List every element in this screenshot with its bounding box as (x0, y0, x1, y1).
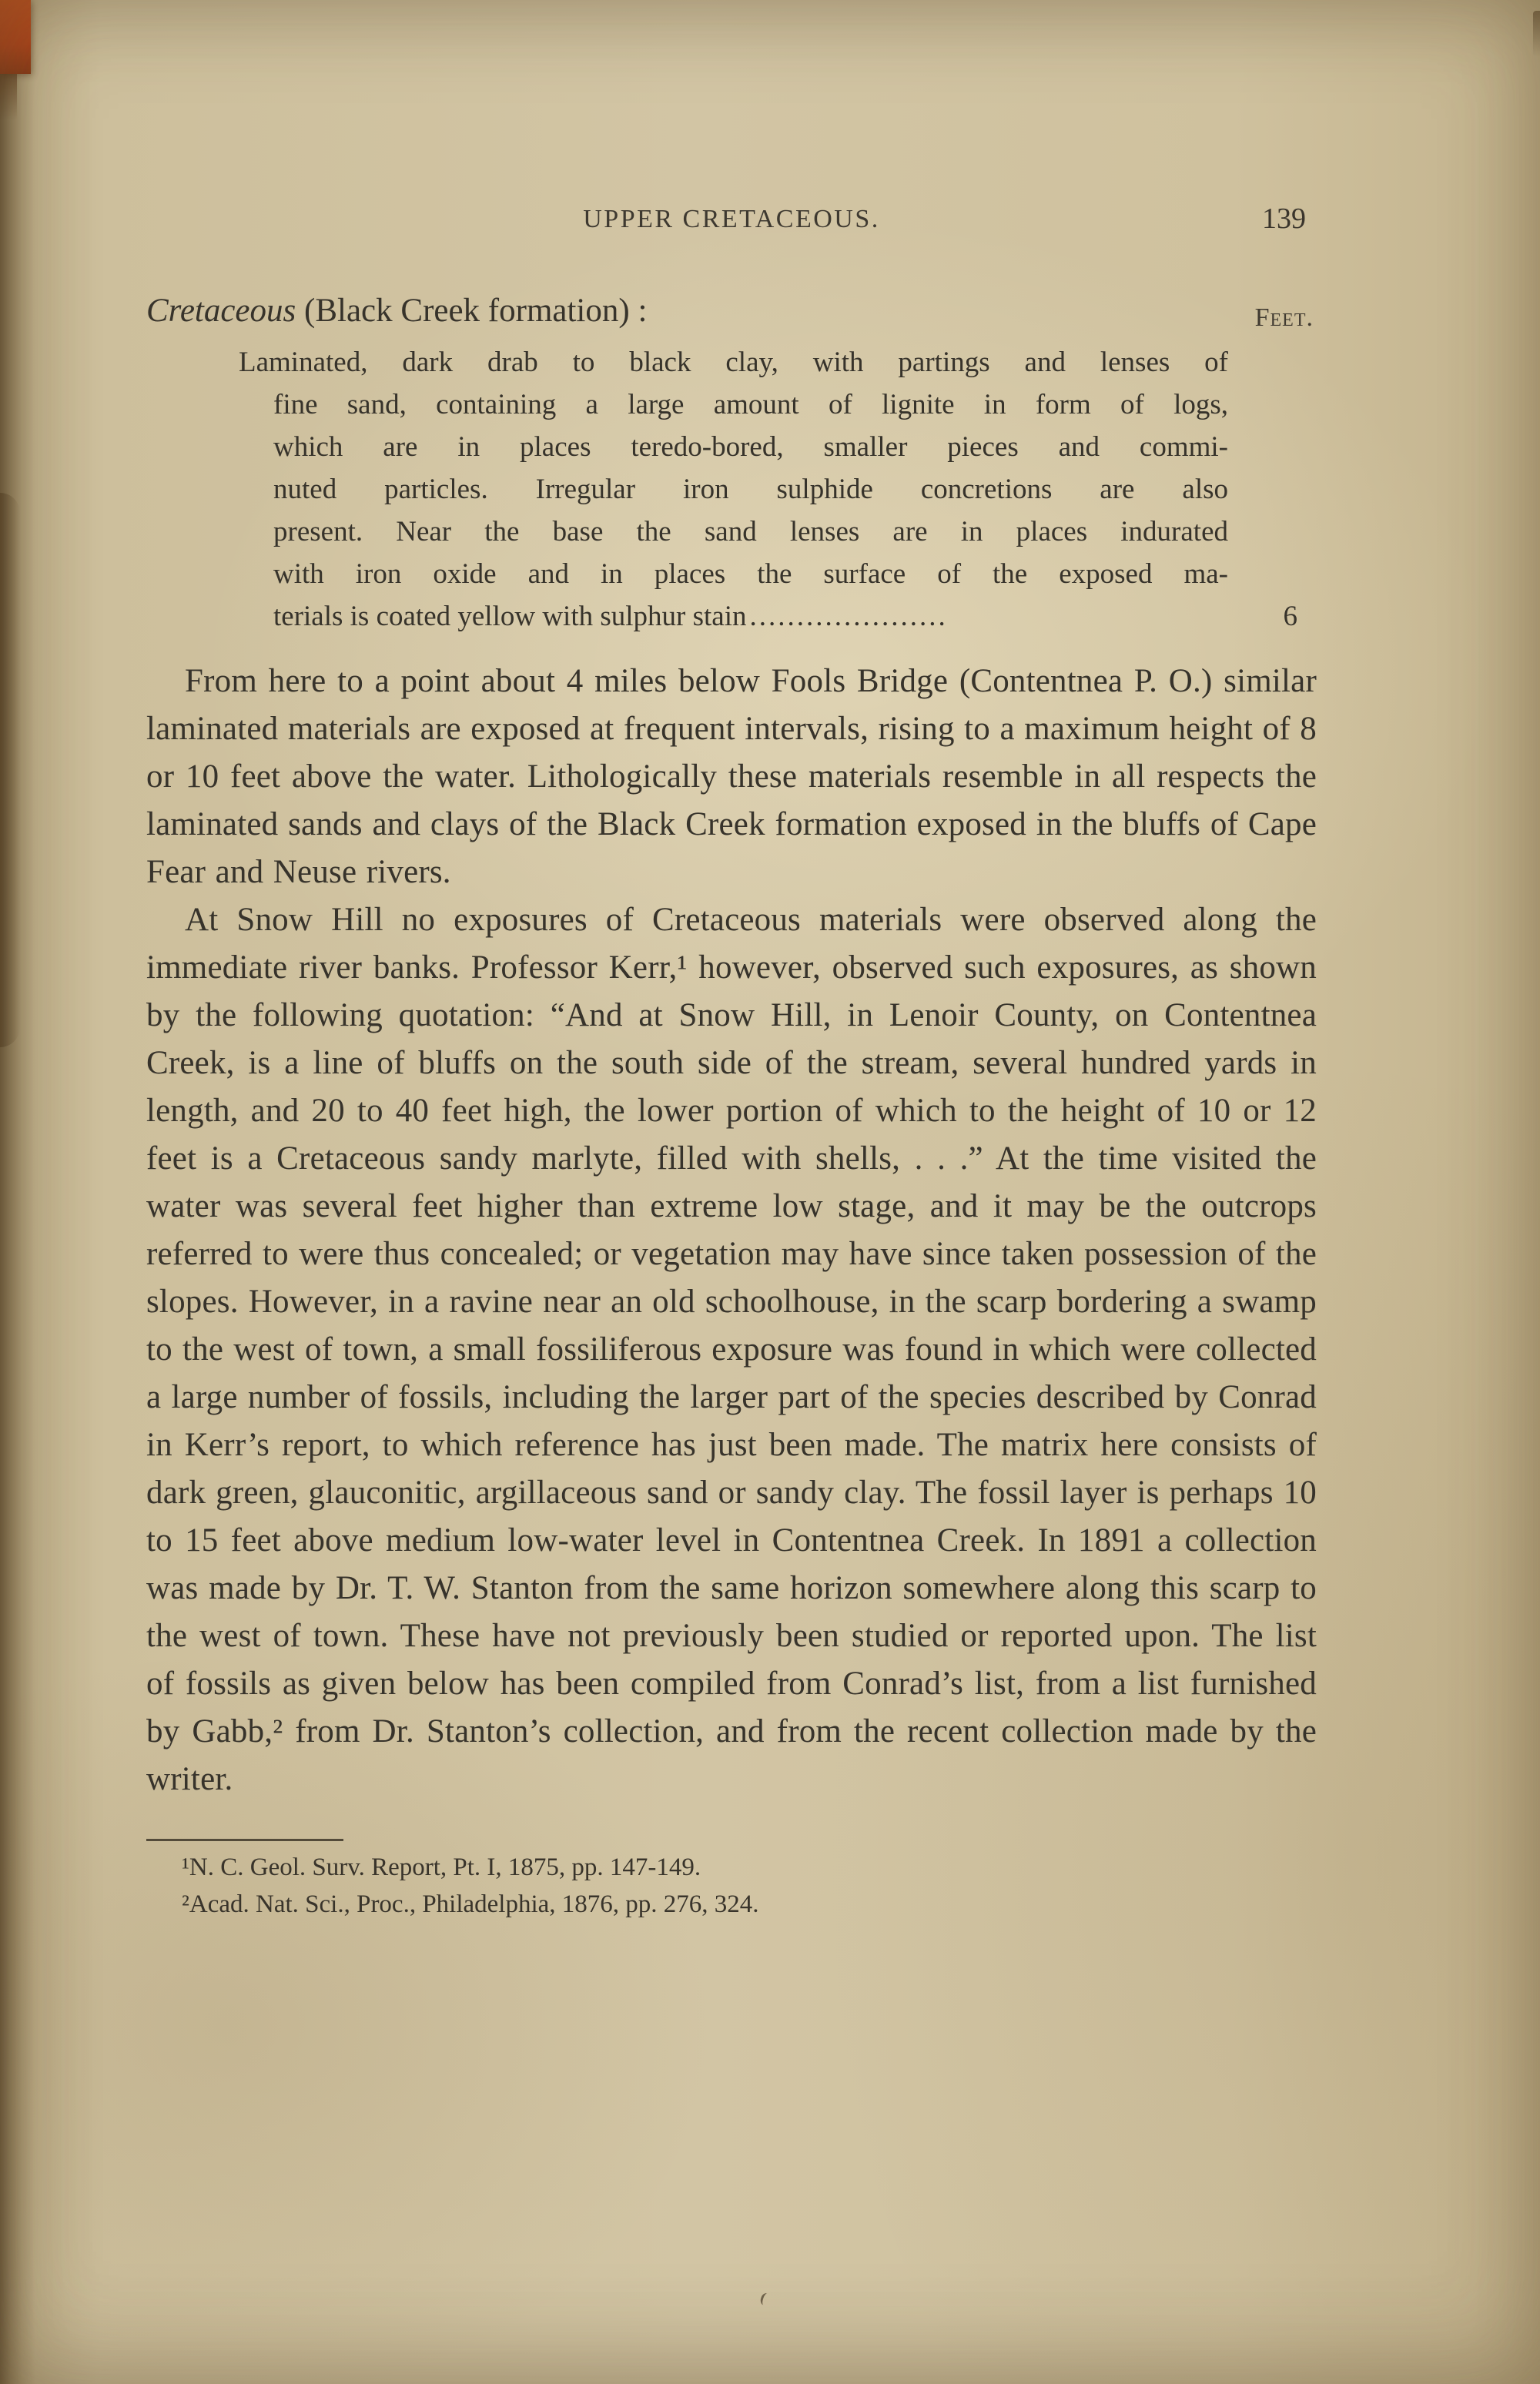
footnote-1: ¹N. C. Geol. Surv. Report, Pt. I, 1875, pp. 147-149. (182, 1853, 701, 1881)
running-title: UPPER CRETACEOUS. (583, 205, 880, 233)
binding-corner-mark (0, 0, 31, 74)
feet-column-label: Feet. (1254, 303, 1314, 332)
strat-description-block (239, 341, 1317, 638)
strat-last-line (273, 595, 1297, 638)
footnote-2: ²Acad. Nat. Sci., Proc., Philadelphia, 1876, pp. 276, 324. (182, 1890, 759, 1918)
strat-line: with iron oxide and in places the surface of the exposed ma- (273, 558, 1228, 590)
paragraph-1: From here to a point about 4 miles below Fools Bridge (Contentnea P. O.) similar laminated materials are exposed at frequent intervals, rising to a maximum height of 8 or 10 feet above the water. Lithologically these materials resemble in all respects the laminated sands and clays of the Black Creek formation exposed in the bluffs of Cape Fear and Neuse rivers. (146, 663, 1317, 890)
strat-line: Laminated, dark drab to black clay, with partings and lenses of (239, 347, 1228, 378)
binding-corner-shadow (0, 74, 17, 120)
page-left-edge-blotch (0, 493, 20, 1047)
strat-line: present. Near the base the sand lenses are in places indurated (273, 516, 1228, 547)
page-right-edge-mark (1533, 11, 1540, 57)
strat-line: fine sand, containing a large amount of lignite in form of logs, (273, 389, 1228, 420)
formation-heading (146, 291, 647, 331)
page-left-edge-shadow (0, 0, 35, 2384)
dot-leaders: ..................... (749, 601, 948, 632)
section-lead-row (146, 291, 1317, 333)
feet-value: 6 (1283, 601, 1297, 632)
formation-name: Cretaceous (146, 293, 296, 329)
footnote-rule (146, 1839, 343, 1841)
strat-line: nuted particles. Irregular iron sulphide concretions are also (273, 474, 1228, 505)
strat-last-text: terials is coated yellow with sulphur stain (273, 601, 747, 632)
paper-speck (759, 2292, 772, 2307)
page-number: 139 (1262, 203, 1306, 235)
formation-heading-rest: (Black Creek formation) : (296, 293, 648, 329)
page-content (146, 0, 1317, 1920)
running-head (146, 205, 1317, 240)
strat-line: which are in places teredo-bored, smaller pieces and commi- (273, 431, 1228, 463)
paragraph-2: At Snow Hill no exposures of Cretaceous materials were observed along the immediate river banks. Professor Kerr,¹ however, observed such exposures, as shown by the following quotation: “And at Snow Hill, in Lenoir County, on Contentnea Creek, is a line of bluffs on the south side of the stream, several hundred yards in length, and 20 to 40 feet high, the lower portion of which to the height of 10 or 12 feet is a Cretaceous sandy marlyte, filled with shells, . . .” At the time visited the water was several feet higher than extreme low stage, and it may be the outcrops referred to were thus concealed; or vegetation may have since taken possession of the slopes. However, in a ravine near an old schoolhouse, in the scarp bordering a swamp to the west of town, a small fossiliferous exposure was found in which were collected a large number of fossils, including the larger part of the species described by Conrad in Kerr’s report, to which reference has just been made. The matrix here consists of dark green, glauconitic, argillaceous sand or sandy clay. The fossil layer is perhaps 10 to 15 feet above medium low-water level in Contentnea Creek. In 1891 a collection was made by Dr. T. W. Stanton from the same horizon somewhere along this scarp to the west of town. These have not previously been studied or reported upon. The list of fossils as given below has been compiled from Conrad’s list, from a list furnished by Gabb,² from Dr. Stanton’s collection, and from the recent collection made by the writer. (146, 902, 1317, 1797)
